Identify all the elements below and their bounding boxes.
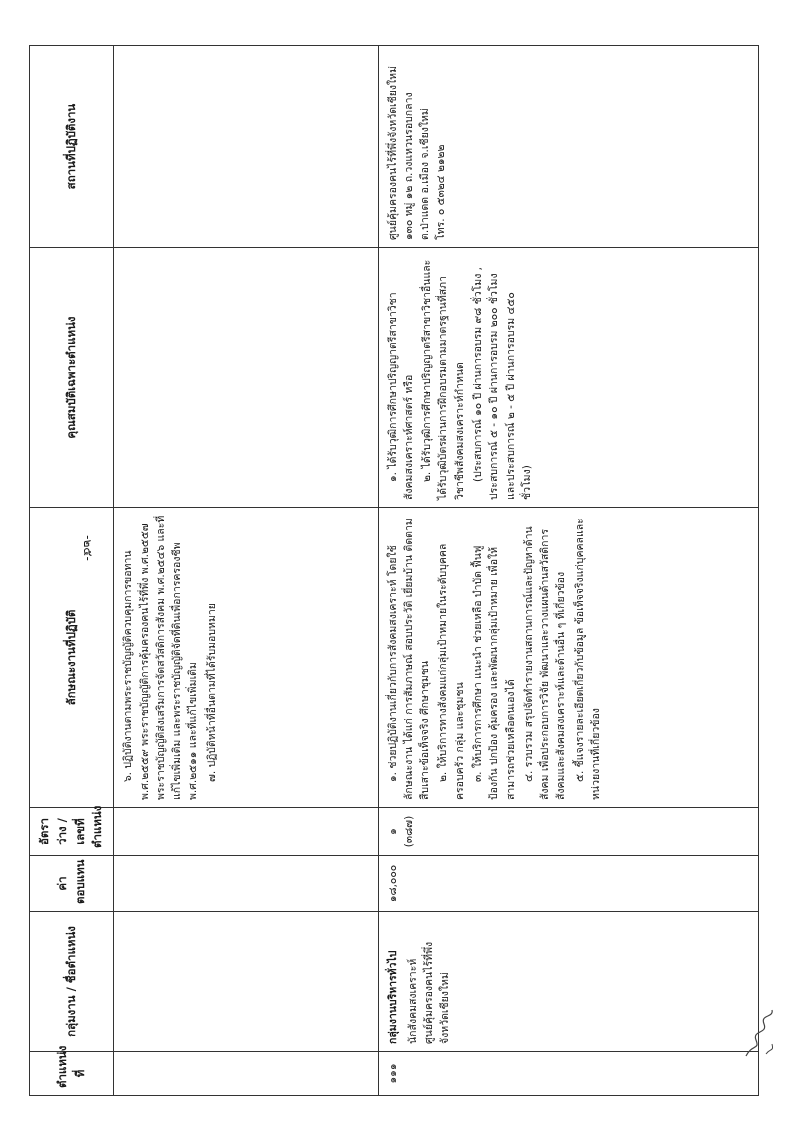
duty-item: ๓. ให้บริการการศึกษา แนะนำ ช่วยเหลือ บำบัด ฟื้นฟู ป้องกัน ปกป้อง คุ้มครอง และพัฒนากลุ่มเป้าหมาย เพื่อให้สามารถช่วยเหลือตนเองได้ <box>471 545 517 800</box>
header-duties: ลักษณะงานที่ปฏิบัติ <box>30 508 114 808</box>
qualification-item: ๑. ได้รับวุฒิการศึกษาปริญญาตรีสาขาวิชาสังคมสงเคราะห์ศาสตร์ หรือ <box>386 292 415 500</box>
duty-item: ๕. ชี้แจงรายละเอียดเกี่ยวกับข้อมูล ข้อเท็จจริงแก่บุคคลและหน่วยงานที่เกี่ยวข้อง <box>573 518 602 800</box>
group-name: กลุ่มงานบริหารทั่วไป <box>386 950 399 1044</box>
position-title: นักสังคมสงเคราะห์ <box>406 958 419 1044</box>
pay-amount: ๑๘,๐๐๐ <box>378 856 758 912</box>
header-rate: อัตราว่าง / เลขที่ตำแหน่ง <box>30 808 114 856</box>
header-pay: ค่าตอบแทน <box>30 856 114 912</box>
rate-cell <box>378 808 758 856</box>
cell-empty <box>114 1052 378 1096</box>
prev-duties-cell <box>114 508 378 808</box>
cell-empty <box>114 808 378 856</box>
workplace-line: ศูนย์คุ้มครองคนไร้ที่พึ่งจังหวัดเชียงใหม่ <box>386 65 399 240</box>
duty-item: ๒. ให้บริการทางสังคมแก่กลุ่มเป้าหมายในระดับบุคคล ครอบครัว กลุ่ม และชุมชน <box>437 543 466 800</box>
continued-row <box>114 46 378 1096</box>
vacancy-count: ๑ <box>386 828 399 835</box>
cell-empty <box>114 248 378 508</box>
workplace-line: โทร. ๐ ๕๓๒๔ ๒๑๒๒ <box>435 144 448 240</box>
table-row <box>378 46 758 1096</box>
table-header-row <box>30 46 114 1096</box>
header-workplace: สถานที่ปฏิบัติงาน <box>30 46 114 248</box>
workplace-line: ๑๓๐ หมู่ ๑๒ ถ.วงแหวนรอบกลาง <box>402 92 415 240</box>
qualification-item: (ประสบการณ์ ๑๐ ปี ผ่านการอบรม ๙๘ ชั่วโมง , ประสบการณ์ ๕ - ๑๐ ปี ผ่านการอบรม ๒๐๐ ชั่วโมง และประสบการณ์ ๒ - ๕ ปี ผ่านการอบรม ๔๕๐ ชั่วโมง) <box>471 266 533 500</box>
prev-duty-item: ๖. ปฏิบัติงานตามพระราชบัญญัติควบคุมการขอทาน พ.ศ.๒๕๕๙ พระราชบัญญัติการคุ้มครองคนไร้ที่พึ่ง พ.ศ.๒๕๕๗ พระราชบัญญัติส่งเสริมการจัดสวัสดิการสังคม พ.ศ.๒๕๔๖ และที่แก้ไขเพิ่มเติม และพระราชบัญญัติจัดที่ดินเพื่อการครองชีพ พ.ศ.๒๕๑๑ และที่แก้ไขเพิ่มเติม <box>122 515 200 800</box>
cell-empty <box>114 912 378 1052</box>
position-table <box>29 45 759 1096</box>
cell-empty <box>114 856 378 912</box>
duty-item: ๑. ช่วยปฏิบัติงานเกี่ยวกับการสังคมสงเคราะห์ โดยใช้ลักษณะงาน ได้แก่ การสัมภาษณ์ สอบประวัติ เยี่ยมบ้าน ติดตาม สืบเสาะข้อเท็จจริง ศึกษาชุมชน <box>386 518 432 800</box>
unit-name: ศูนย์คุ้มครองคนไร้ที่พึ่งจังหวัดเชียงใหม่ <box>423 941 452 1044</box>
header-no: ตำแหน่งที่ <box>30 1052 114 1096</box>
cell-empty <box>114 46 378 248</box>
duties-cell <box>378 508 758 808</box>
signature-icon <box>738 1004 782 1064</box>
workplace-line: ต.ป่าแดด อ.เมือง จ.เชียงใหม่ <box>419 108 432 240</box>
qualification-item: ๒. ได้รับวุฒิการศึกษาปริญญาตรีสาขาวิชาอื่นและได้รับวุฒิบัตรผ่านการฝึกอบรมตามมาตรฐานที่สภาวิชาชีพสังคมสงเคราะห์กำหนด <box>421 259 466 500</box>
workplace-cell <box>378 46 758 248</box>
row-number: ๑๑๑ <box>378 1052 758 1096</box>
duty-item: ๔. รวบรวม สรุปจัดทำรายงานสถานการณ์และปัญหาด้านสังคม เพื่อประกอบการวิจัย พัฒนาและวางแผนด้านสวัสดิการสังคมและสังคมสงเคราะห์และด้านอื่น ๆ ที่เกี่ยวข้อง <box>522 526 568 800</box>
header-qualifications: คุณสมบัติเฉพาะตำแหน่ง <box>30 248 114 508</box>
position-cell <box>378 912 758 1052</box>
qualifications-cell <box>378 248 758 508</box>
position-table-sheet <box>29 46 759 1096</box>
header-position: กลุ่มงาน / ชื่อตำแหน่ง <box>30 912 114 1052</box>
page-number: -๒๕- <box>81 535 95 561</box>
prev-duty-item: ๗. ปฏิบัติหน้าที่อื่นตามที่ได้รับมอบหมาย <box>205 603 218 782</box>
position-id: (๓๘๗) <box>402 815 415 848</box>
